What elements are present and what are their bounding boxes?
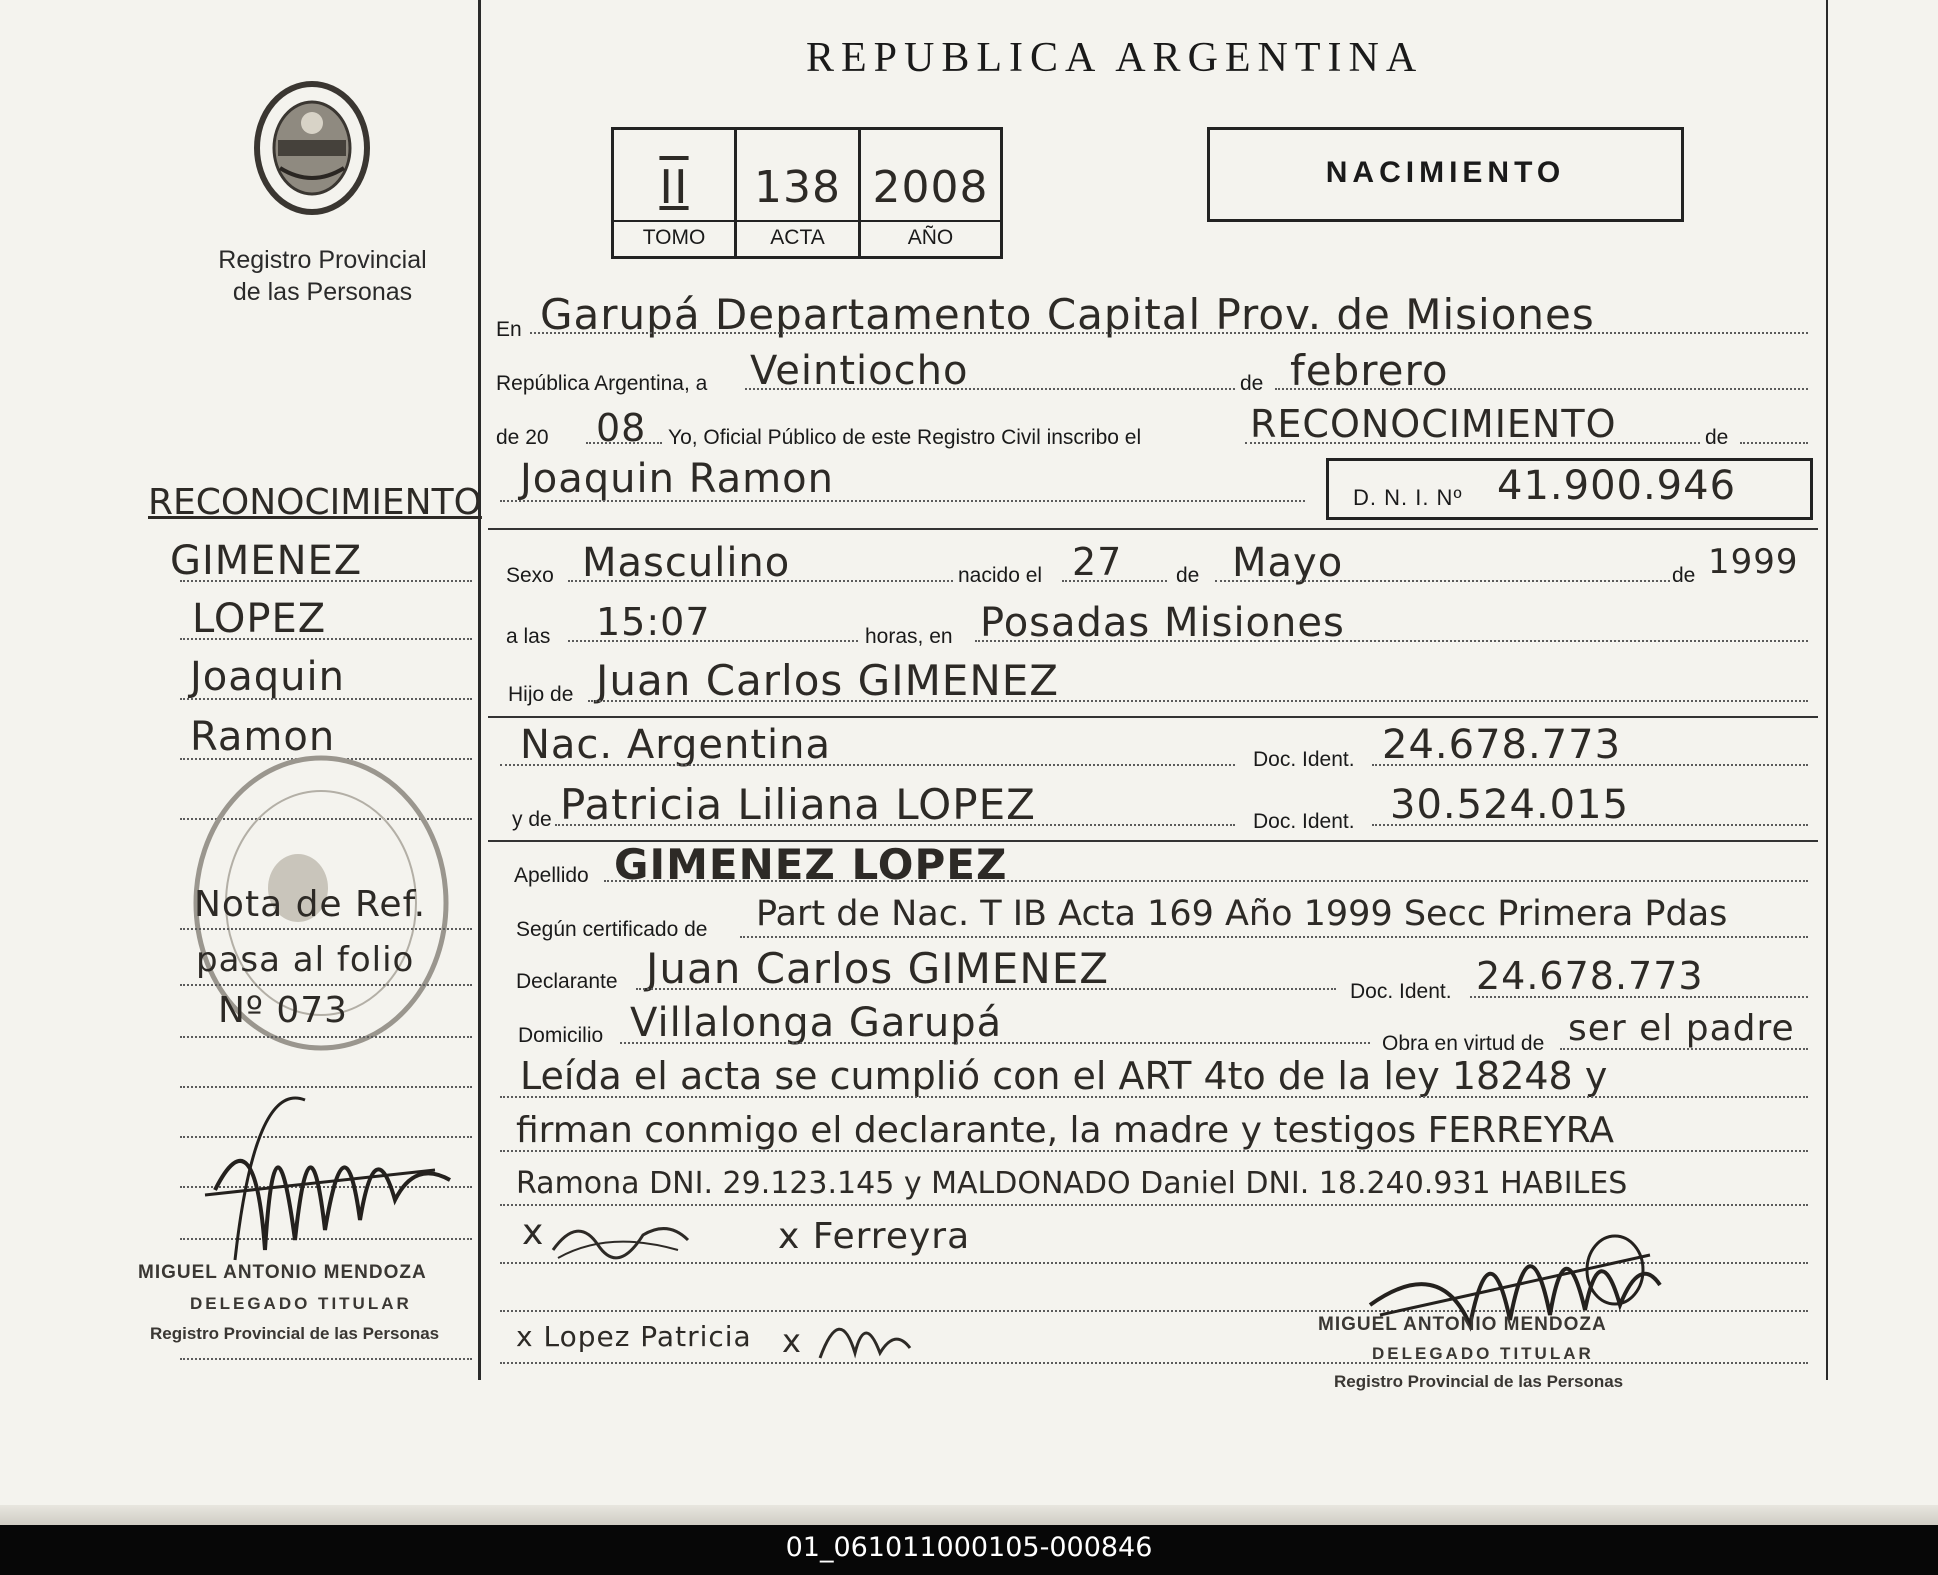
segun-value: Part de Nac. T IB Acta 169 Año 1999 Secc Primera Pdas <box>756 894 1728 934</box>
obra-line <box>1560 1048 1808 1050</box>
inscribe-value: RECONOCIMIENTO <box>1250 402 1617 446</box>
mother-doc-label: Doc. Ident. <box>1253 810 1355 833</box>
domicilio-line <box>620 1042 1370 1044</box>
tomo-label: TOMO <box>642 226 706 249</box>
record-type-box <box>1207 127 1684 222</box>
birth-month-value: Mayo <box>1232 540 1344 586</box>
father-line <box>588 700 1808 702</box>
signature-ferreyra: x Ferreyra <box>778 1216 971 1257</box>
record-type-label: NACIMIENTO <box>1325 156 1566 189</box>
signature-scribble-1 <box>548 1210 698 1270</box>
margin-surname-1: GIMENEZ <box>170 538 363 584</box>
domicilio-label: Domicilio <box>518 1024 604 1047</box>
margin-note-2: pasa al folio <box>196 940 415 980</box>
margin-rule-3 <box>180 698 472 700</box>
right-frame-line <box>1826 0 1828 1380</box>
official-signature-left <box>195 1070 465 1280</box>
margin-note-1: Nota de Ref. <box>194 884 427 925</box>
table-divider <box>611 220 1003 222</box>
mother-value: Patricia Liliana LOPEZ <box>560 780 1036 829</box>
birth-day-line <box>1062 580 1167 582</box>
remark-line-2: firman conmigo el declarante, la madre y testigos FERREYRA <box>516 1110 1614 1151</box>
hour-value: 15:07 <box>596 600 711 644</box>
anio-label: AÑO <box>907 226 954 249</box>
sexo-value: Masculino <box>582 540 791 586</box>
declarante-label: Declarante <box>516 970 618 993</box>
hour-line <box>568 640 858 642</box>
father-value: Juan Carlos GIMENEZ <box>596 656 1060 705</box>
dni-label: D. N. I. Nº <box>1353 485 1463 510</box>
sexo-line <box>568 580 953 582</box>
apellido-value: GIMENEZ LOPEZ <box>614 840 1008 889</box>
left-frame-line <box>478 0 481 1380</box>
de-label-3: de <box>1176 564 1200 587</box>
declarante-line <box>636 988 1336 990</box>
official-registry-left: Registro Provincial de las Personas <box>150 1324 440 1343</box>
birth-month-line <box>1215 580 1670 582</box>
margin-rule-1 <box>180 580 472 582</box>
registry-name-line1: Registro Provincial <box>218 246 427 274</box>
en-line <box>530 332 1808 334</box>
obra-label: Obra en virtud de <box>1382 1032 1545 1055</box>
father-doc-value: 24.678.773 <box>1382 722 1622 768</box>
name-line <box>500 500 1305 502</box>
margin-rule-8 <box>180 1036 472 1038</box>
place-value: Posadas Misiones <box>980 600 1345 646</box>
signature-scribble-4 <box>810 1298 920 1378</box>
dni-value: 41.900.946 <box>1497 463 1737 509</box>
official-name-right: MIGUEL ANTONIO MENDOZA <box>1318 1314 1607 1335</box>
remark-line-2-rule <box>500 1150 1808 1152</box>
oficial-label: Yo, Oficial Público de este Registro Civil inscribo el <box>668 426 1142 449</box>
republica-label: República Argentina, a <box>496 372 708 395</box>
nationality-value: Nac. Argentina <box>520 722 831 768</box>
day-line <box>745 388 1235 390</box>
anio-value: 2008 <box>872 162 989 213</box>
remark-line-3: Ramona DNI. 29.123.145 y MALDONADO Daniel DNI. 18.240.931 HABILES <box>516 1166 1628 1201</box>
mother-line <box>555 824 1235 826</box>
declarante-doc-line <box>1470 996 1808 998</box>
signature-mark-1: x <box>522 1212 545 1253</box>
acta-label: ACTA <box>770 226 825 249</box>
de-label-2: de <box>1705 426 1729 449</box>
birth-year-value: 1999 <box>1708 542 1799 582</box>
tomo-value: II <box>659 160 689 214</box>
domicilio-value: Villalonga Garupá <box>630 1000 1003 1046</box>
margin-rule-6 <box>180 928 472 930</box>
de-label-4: de <box>1672 564 1696 587</box>
province-seal-icon <box>250 78 375 218</box>
section-divider-1 <box>488 528 1818 530</box>
remark-line-1: Leída el acta se cumplió con el ART 4to de la ley 18248 y <box>520 1054 1608 1098</box>
inscribe-line <box>1245 442 1700 444</box>
remark-line-1-rule <box>500 1096 1808 1098</box>
mother-doc-line <box>1372 824 1808 826</box>
segun-line <box>740 936 1808 938</box>
year-suffix-line <box>586 442 662 444</box>
declarante-doc-value: 24.678.773 <box>1476 954 1704 998</box>
margin-note-3: Nº 073 <box>218 990 349 1031</box>
a-las-label: a las <box>506 625 551 648</box>
birth-day-value: 27 <box>1072 540 1123 584</box>
margin-given-1: Joaquin <box>190 654 345 700</box>
margin-rule-7 <box>180 984 472 986</box>
apellido-line <box>604 880 1808 882</box>
year-suffix-value: 08 <box>596 406 647 450</box>
official-name-left: MIGUEL ANTONIO MENDOZA <box>138 1262 427 1283</box>
sexo-label: Sexo <box>506 564 554 587</box>
signature-mark-4: x <box>782 1322 802 1360</box>
declarante-doc-label: Doc. Ident. <box>1350 980 1452 1003</box>
dni-box <box>1326 458 1813 520</box>
official-title-left: DELEGADO TITULAR <box>190 1294 412 1313</box>
obra-value: ser el padre <box>1568 1008 1795 1049</box>
en-value: Garupá Departamento Capital Prov. de Misiones <box>540 290 1595 339</box>
day-value: Veintiocho <box>750 348 969 394</box>
country-title: REPUBLICA ARGENTINA <box>806 35 1424 81</box>
father-doc-line <box>1372 764 1808 766</box>
apellido-label: Apellido <box>514 864 589 887</box>
horas-label: horas, en <box>865 625 953 648</box>
section-divider-2 <box>488 716 1818 718</box>
hijo-label: Hijo de <box>508 683 574 706</box>
signature-lopez: x Lopez Patricia <box>516 1320 752 1353</box>
nationality-line <box>500 764 1235 766</box>
month-line <box>1275 388 1808 390</box>
margin-title: RECONOCIMIENTO <box>148 482 482 523</box>
father-doc-label: Doc. Ident. <box>1253 748 1355 771</box>
registry-name-line2: de las Personas <box>232 278 413 306</box>
y-de-label: y de <box>512 808 552 831</box>
margin-surname-2: LOPEZ <box>192 596 327 642</box>
margin-rule-13 <box>180 1358 472 1360</box>
mother-doc-value: 30.524.015 <box>1390 782 1630 828</box>
place-line <box>975 640 1808 642</box>
file-id-label: 01_061011000105-000846 <box>785 1532 1153 1563</box>
name-value: Joaquin Ramon <box>520 456 834 502</box>
official-title-right: DELEGADO TITULAR <box>1372 1344 1594 1363</box>
nacido-label: nacido el <box>958 564 1043 587</box>
year-prefix-label: de 20 <box>496 426 549 449</box>
margin-rule-2 <box>180 638 472 640</box>
paper-edge <box>0 1505 1938 1525</box>
acta-value: 138 <box>754 162 841 213</box>
declarante-value: Juan Carlos GIMENEZ <box>646 944 1110 993</box>
de-line-2 <box>1740 442 1808 444</box>
margin-given-2: Ramon <box>190 714 336 760</box>
en-label: En <box>496 318 522 341</box>
month-value: febrero <box>1290 346 1449 395</box>
official-registry-right: Registro Provincial de las Personas <box>1334 1372 1624 1391</box>
segun-label: Según certificado de <box>516 918 708 941</box>
de-label: de <box>1240 372 1264 395</box>
